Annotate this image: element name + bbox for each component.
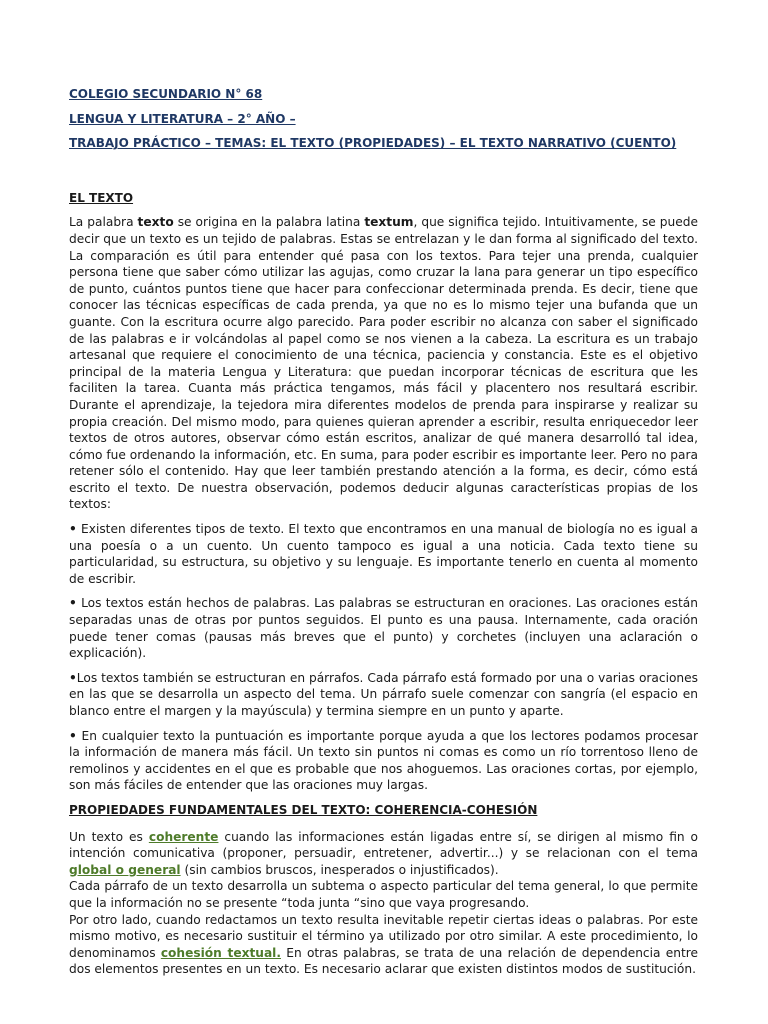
term-coherente: coherente — [148, 829, 219, 844]
term-cohesion-textual: cohesión textual. — [160, 945, 281, 960]
bullet-item: • Los textos están hechos de palabras. Las palabras se estructuran en oraciones. Las oraciones están separadas unas de otras por puntos seguidos. El punto es una pausa. Internamente, cada oración puede tener comas (pausas más breves que el punto) y corchetes (incluyen una aclaración o explicación). — [69, 595, 698, 661]
bullet-item: • Los textos también se estructuran en párrafos. Cada párrafo está formado por una o varias oraciones en las que se desarrolla un aspecto del tema. Un párrafo suele comenzar con sangría (el espacio en blanco entre el margen y la mayúscula) y termina siempre en un punto y aparte. — [69, 670, 698, 720]
term-texto: texto — [137, 215, 174, 230]
bullet-item: • Existen diferentes tipos de texto. El texto que encontramos en una manual de biología no es igual a una poesía o a un cuento. Un cuento tampoco es igual a una noticia. Cada texto tiene su particularidad, su estructura, su objetivo y su lenguaje. Es importante tenerlo en cuenta al momento de escribir. — [69, 521, 698, 587]
coherence-paragraph: Un texto es coherente cuando las informaciones están ligadas entre sí, se dirigen al mismo fin o intención comunicativa (proponer, persuadir, entretener, advertir...) y se relacionan con el tema global o general (sin cambios bruscos, inesperados o injustificados). — [69, 829, 699, 877]
term-global-general: global o general — [69, 862, 181, 877]
assignment-line: TRABAJO PRÁCTICO – TEMAS: EL TEXTO (PROPIEDADES) – EL TEXTO NARRATIVO (CUENTO) — [69, 136, 677, 151]
section-title-el-texto: EL TEXTO — [69, 190, 134, 205]
cohesion-paragraph: Por otro lado, cuando redactamos un texto resulta inevitable repetir ciertas ideas o palabras. Por este mismo motivo, es necesario sustituir el término ya utilizado por otro similar. A este procedimiento, lo denominamos cohesión textual. En otras palabras, se trata de una relación de dependencia entre dos elementos presentes en un texto. Es necesario aclarar que existen distintos modos de sustitución. — [69, 912, 698, 977]
section-title-propiedades: PROPIEDADES FUNDAMENTALES DEL TEXTO: COHERENCIA-COHESIÓN — [69, 802, 538, 817]
subject-line: LENGUA Y LITERATURA – 2° AÑO – — [69, 111, 296, 126]
school-name: COLEGIO SECUNDARIO N° 68 — [69, 87, 263, 101]
document-page — [69, 86, 698, 978]
subtheme-paragraph: Cada párrafo de un texto desarrolla un subtema o aspecto particular del tema general, lo que permite que la información no se presente “toda junta “sino que vaya progresando. — [69, 879, 698, 910]
term-textum: textum — [364, 215, 414, 230]
intro-paragraph: La palabra texto se origina en la palabra latina textum, que significa tejido. Intuitivamente, se puede decir que un texto es un tejido de palabras. Estas se entrelazan y le dan forma al significado del texto. La comparación es útil para entender qué pasa con los textos. Para tejer una prenda, cualquier persona tiene que saber cómo utilizar las agujas, como cruzar la lana para generar un tipo específico de punto, cuántos puntos tiene que hacer para confeccionar determinada prenda. Es decir, tiene que conocer las técnicas específicas de cada prenda, ya que no es lo mismo tejer una bufanda que un guante. Con la escritura ocurre algo parecido. Para poder escribir no alcanza con saber el significado de las palabras e ir volcándolas al papel como se nos vienen a la cabeza. La escritura es un trabajo artesanal que requiere el conocimiento de una técnica, paciencia y constancia. Este es el objetivo principal de la materia Lengua y Literatura: que puedan incorporar técnicas de escritura que les faciliten la tarea. Cuanta más práctica tengamos, más fácil y placentero nos resultará escribir. Durante el aprendizaje, la tejedora mira diferentes modelos de prenda para inspirarse y realizar su propia creación. Del mismo modo, para quienes quieran aprender a escribir, resulta enriquecedor leer textos de otros autores, observar cómo están escritos, analizar de qué manera desarrolló tal idea, cómo fue ordenando la información, etc. En suma, para poder escribir es importante leer. Pero no para retener sólo el contenido. Hay que leer también prestando atención a la forma, es decir, cómo está escrito el texto. De nuestra observación, podemos deducir algunas características propias de los textos: — [69, 215, 698, 512]
bullet-item: • En cualquier texto la puntuación es importante porque ayuda a que los lectores podamos procesar la información de manera más fácil. Un texto sin puntos ni comas es como un río torrentoso lleno de remolinos y accidentes en el que es probable que nos ahoguemos. Las oraciones cortas, por ejemplo, son más fáciles de entender que las oraciones muy largas. — [69, 728, 698, 794]
